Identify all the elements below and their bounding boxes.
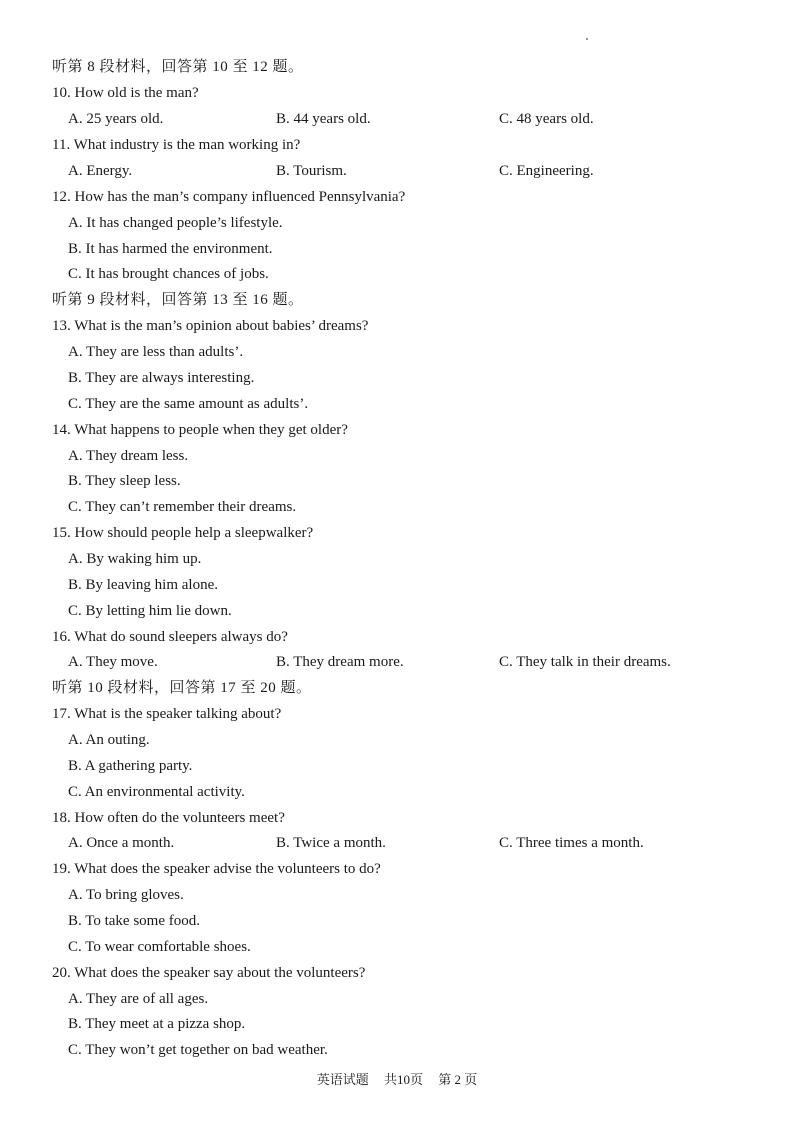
option-c: C. Engineering. <box>499 163 594 179</box>
section-heading: 听第 10 段材料，回答第 17 至 20 题。 <box>52 680 312 696</box>
option-row <box>0 108 794 130</box>
footer-total-pages: 共10页 <box>383 1072 423 1087</box>
page-footer <box>0 1069 794 1091</box>
option-b: B. They meet at a pizza shop. <box>68 1016 246 1032</box>
question-stem: 13. What is the man’s opinion about babies’ dreams? <box>52 318 369 334</box>
option-b: B. It has harmed the environment. <box>68 241 273 257</box>
option-b: B. They are always interesting. <box>68 370 255 386</box>
section-heading: 听第 9 段材料，回答第 13 至 16 题。 <box>52 292 304 308</box>
question-stem: 17. What is the speaker talking about? <box>52 706 282 722</box>
option-c: C. They can’t remember their dreams. <box>68 499 297 515</box>
question-stem: 12. How has the man’s company influenced Pennsylvania? <box>52 189 406 205</box>
option-row <box>0 160 794 182</box>
option-b: B. A gathering party. <box>68 758 193 774</box>
option-a: A. An outing. <box>68 732 150 748</box>
option-b: B. Twice a month. <box>276 835 386 851</box>
question-stem: 18. How often do the volunteers meet? <box>52 810 285 826</box>
question-stem: 10. How old is the man? <box>52 85 199 101</box>
option-row <box>0 651 794 673</box>
option-c: C. An environmental activity. <box>68 784 245 800</box>
option-b: B. By leaving him alone. <box>68 577 218 593</box>
option-b: B. Tourism. <box>276 163 347 179</box>
option-c: C. It has brought chances of jobs. <box>68 266 269 282</box>
option-c: C. 48 years old. <box>499 111 594 127</box>
option-b: B. They dream more. <box>276 654 404 670</box>
option-c: C. They talk in their dreams. <box>499 654 671 670</box>
option-c: C. By letting him lie down. <box>68 603 232 619</box>
option-row <box>0 832 794 854</box>
question-stem: 19. What does the speaker advise the volunteers to do? <box>52 861 381 877</box>
option-c: C. To wear comfortable shoes. <box>68 939 251 955</box>
footer-subject: 英语试题 <box>316 1072 369 1087</box>
option-a: A. Energy. <box>68 163 133 179</box>
section-heading: 听第 8 段材料，回答第 10 至 12 题。 <box>52 59 304 75</box>
footer-page-number: 第 2 页 <box>438 1072 478 1087</box>
question-stem: 16. What do sound sleepers always do? <box>52 629 288 645</box>
scan-speck <box>586 38 588 40</box>
question-stem: 14. What happens to people when they get older? <box>52 422 348 438</box>
option-b: B. To take some food. <box>68 913 200 929</box>
option-a: A. To bring gloves. <box>68 887 184 903</box>
option-b: B. 44 years old. <box>276 111 371 127</box>
option-c: C. They are the same amount as adults’. <box>68 396 309 412</box>
option-a: A. It has changed people’s lifestyle. <box>68 215 283 231</box>
option-a: A. Once a month. <box>68 835 175 851</box>
option-a: A. They are less than adults’. <box>68 344 244 360</box>
question-stem: 15. How should people help a sleepwalker? <box>52 525 314 541</box>
option-a: A. By waking him up. <box>68 551 202 567</box>
question-stem: 11. What industry is the man working in? <box>52 137 301 153</box>
option-c: C. Three times a month. <box>499 835 644 851</box>
option-a: A. They move. <box>68 654 158 670</box>
option-b: B. They sleep less. <box>68 473 181 489</box>
option-a: A. 25 years old. <box>68 111 164 127</box>
option-c: C. They won’t get together on bad weather. <box>68 1042 328 1058</box>
option-a: A. They dream less. <box>68 448 189 464</box>
question-stem: 20. What does the speaker say about the volunteers? <box>52 965 366 981</box>
option-a: A. They are of all ages. <box>68 991 209 1007</box>
